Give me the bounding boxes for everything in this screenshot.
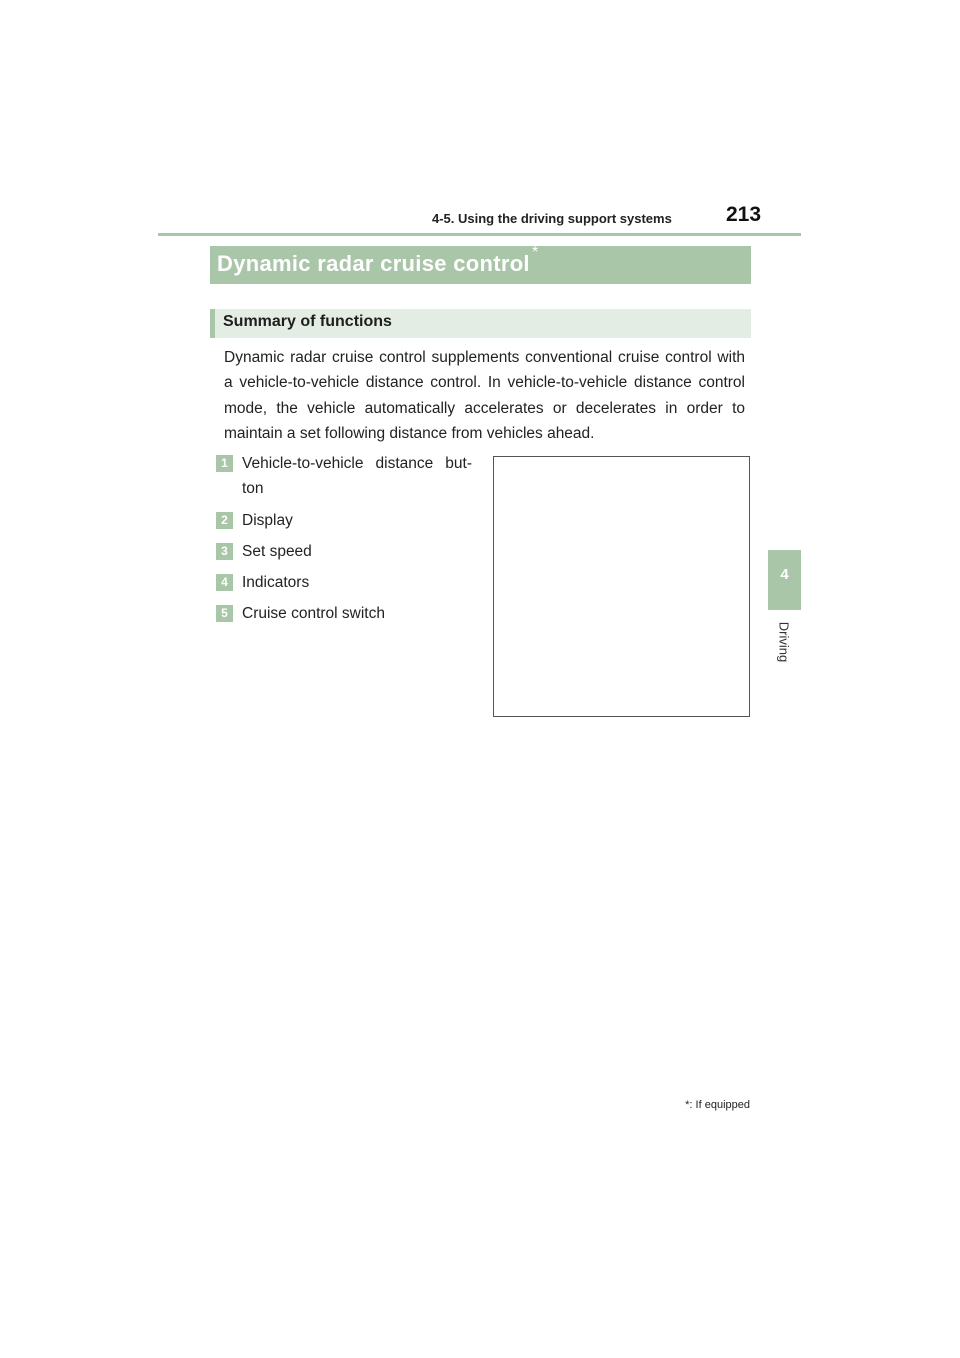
chapter-label: Driving: [776, 621, 792, 663]
callout-number-3: 3: [216, 543, 233, 560]
callout-text-1: Vehicle-to-vehicle distance but-ton: [242, 455, 472, 497]
subsection-title: Summary of functions: [223, 313, 392, 330]
callout-number-5: 5: [216, 605, 233, 622]
page-title-bar: [210, 246, 751, 284]
intro-paragraph: Dynamic radar cruise control supplements conventional cruise control with a vehicle-to-vehicle distance control. In vehicle-to-vehicle distance control mode, the vehicle automatically accelerates or decelerates in order to maintain a set following distance from vehicles ahead.: [224, 349, 745, 442]
figure-frame: [493, 456, 750, 717]
header-section-title: 4-5. Using the driving support systems: [432, 211, 672, 226]
callout-number-4: 4: [216, 574, 233, 591]
title-asterisk: *: [532, 244, 539, 261]
chapter-tab: [768, 550, 801, 610]
callout-text-5: Cruise control switch: [242, 605, 385, 622]
chapter-number: 4: [780, 566, 789, 583]
footnote: *: If equipped: [685, 1099, 750, 1111]
callout-text-2: Display: [242, 512, 293, 529]
callout-text-3: Set speed: [242, 543, 312, 560]
subsection-accent: [210, 309, 215, 338]
callout-number-1: 1: [216, 455, 233, 472]
page-number: 213: [726, 203, 762, 226]
callout-number-2: 2: [216, 512, 233, 529]
page-title: Dynamic radar cruise control: [217, 251, 530, 276]
header-rule: [158, 233, 801, 236]
callout-text-4: Indicators: [242, 574, 310, 591]
subsection-bar: [210, 309, 751, 338]
